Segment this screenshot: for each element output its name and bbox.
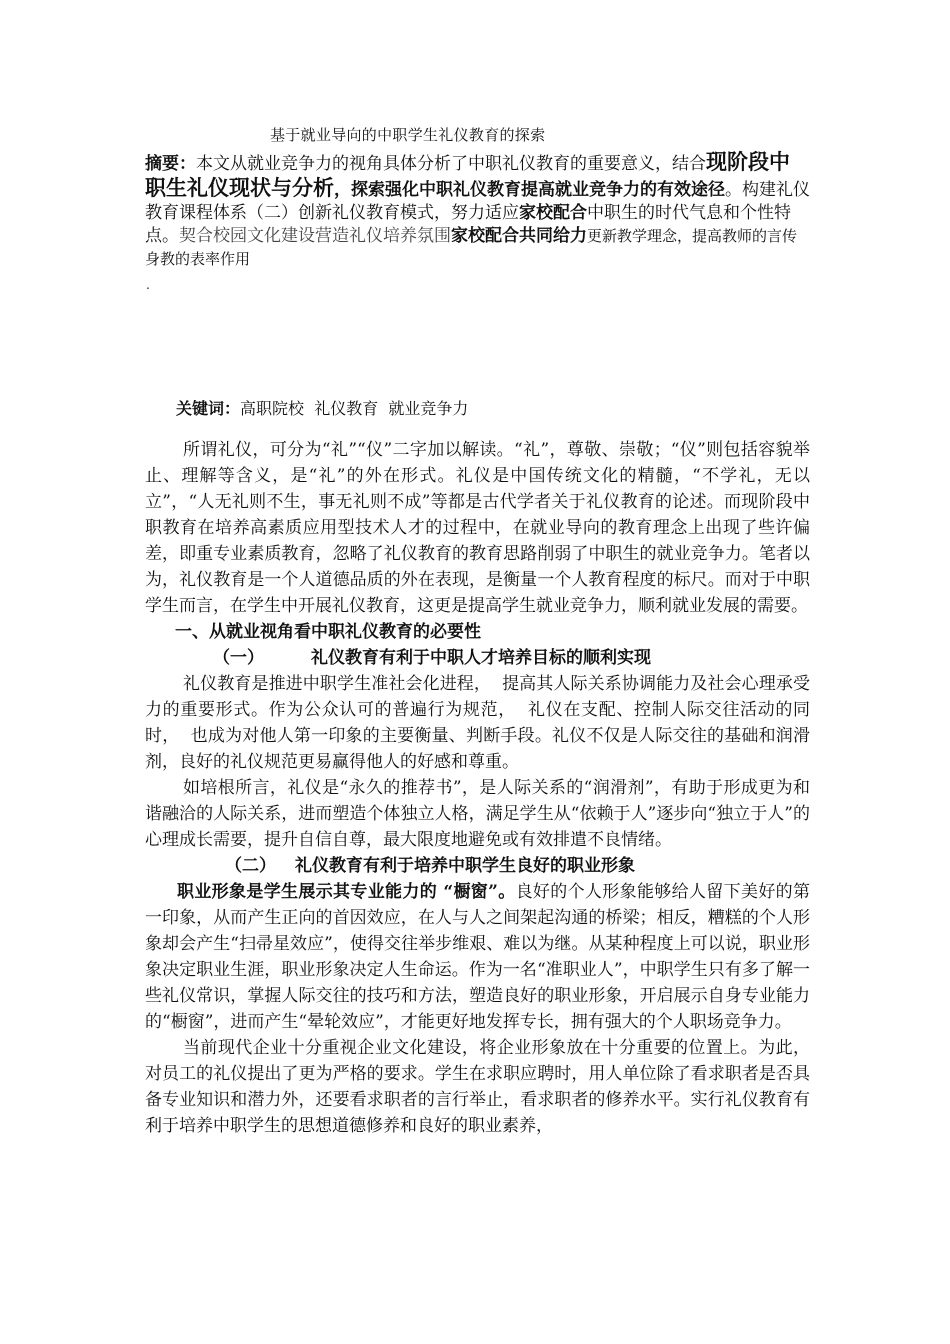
abstract-text-2: ，探索强化中职礼仪教育提高就业竞争力的有效途径 <box>334 180 725 200</box>
paragraph-4 <box>145 879 810 1035</box>
abstract-label: 摘要： <box>145 154 196 174</box>
paragraph-4-text: 良好的个人形象能够给人留下美好的第一印象，从而产生正向的首因效应，在人与人之间架起沟通的桥梁；相反，糟糕的个人形象却会产生“扫帚星效应”，使得交往举步维艰、难以为继。从某种程度上可以说，职业形象决定职业生涯，职业形象决定人生命运。作为一名“准职业人”，中职学生只有多了解一些礼仪常识，掌握人际交往的技巧和方法，塑造良好的职业形象，开启展示自身专业能力的“橱窗”，进而产生“晕轮效应”，才能更好地发挥专长，拥有强大的个人职场竞争力。 <box>145 882 810 1032</box>
abstract-text-3: 。构建礼仪教育课程体系（二）创新礼仪教育模式，努力适应 <box>145 180 810 223</box>
heading-subsection-2 <box>145 853 810 879</box>
keywords <box>176 396 468 419</box>
abstract-bold-1a: 现 <box>706 149 727 174</box>
subsection-1-number: （一） <box>213 648 264 668</box>
abstract-text-4: 中职生的时代气息和个性特点。 <box>145 203 791 246</box>
document-title: 基于就业导向的中职学生礼仪教育的探索 <box>270 126 546 144</box>
abstract <box>145 150 810 271</box>
abstract-text-5: 契合校园文化建设营造礼仪培养氛围 <box>179 226 451 246</box>
subsection-2-title: 礼仪教育有利于培养中职学生良好的职业形象 <box>295 856 635 876</box>
abstract-bold-3: 家校配合 <box>519 203 587 223</box>
paragraph-intro: 所谓礼仪，可分为“礼”“仪”二字加以解读。“礼”，尊敬、崇敬；“仪”则包括容貌举止、理解等含义，是“礼”的外在形式。礼仪是中国传统文化的精髓，“不学礼，无以立”，“人无礼则不生，事无礼则不成”等都是古代学者关于礼仪教育的论述。而现阶段中职教育在培养高素质应用型技术人才的过程中，在就业导向的教育理念上出现了些许偏差，即重专业素质教育，忽略了礼仪教育的教育思路削弱了中职生的就业竞争力。笔者以为，礼仪教育是一个人道德品质的外在表现，是衡量一个人教育程度的标尺。而对于中职学生而言，在学生中开展礼仪教育，这更是提高学生就业竞争力，顺利就业发展的需要。 <box>145 440 810 616</box>
heading-section-1: 一、从就业视角看中职礼仪教育的必要性 <box>175 622 481 642</box>
paragraph-4-lead: 职业形象是学生展示其专业能力的 “橱窗”。 <box>177 882 516 902</box>
subsection-1-title: 礼仪教育有利于中职人才培养目标的顺利实现 <box>311 648 651 668</box>
abstract-bold-1b: 阶段中职生礼仪现状与分析 <box>145 149 790 200</box>
keywords-value: 高职院校 礼仪教育 就业竞争力 <box>240 399 469 418</box>
keywords-label: 关键词： <box>176 399 241 418</box>
heading-subsection-1 <box>145 645 810 671</box>
paragraph-5: 当前现代企业十分重视企业文化建设，将企业形象放在十分重要的位置上。为此，对员工的礼仪提出了更为严格的要求。学生在求职应聘时，用人单位除了看求职者是否具备专业知识和潜力外，还要看求职者的言行举止，看求职者的修养水平。实行礼仪教育有利于培养中职学生的思想道德修养和良好的职业素养， <box>145 1038 810 1136</box>
abstract-text-1: 本文从就业竞争力的视角具体分析了中职礼仪教育的重要意义，结合 <box>196 154 706 174</box>
paragraph-3: 如培根所言，礼仪是“永久的推荐书”，是人际关系的“润滑剂”，有助于形成更为和谐融洽的人际关系，进而塑造个体独立人格，满足学生从“依赖于人”逐步向“独立于人”的心理成长需要，提升自信自尊，最大限度地避免或有效排遣不良情绪。 <box>145 778 810 850</box>
abstract-bold-5: 家校配合共同给力 <box>451 226 587 246</box>
subsection-2-number: （二） <box>225 856 276 876</box>
paragraph-2: 礼仪教育是推进中职学生准社会化进程， 提高其人际关系协调能力及社会心理承受力的重要形式。作为公众认可的普遍行为规范， 礼仪在支配、控制人际交往活动的同时， 也成为对他人第一印象的主要衡量、判断手段。礼仪不仅是人际交往的基础和润滑剂，良好的礼仪规范更易赢得他人的好感和尊重。 <box>145 674 810 772</box>
stray-dot: . <box>146 278 150 292</box>
body-text <box>145 437 810 1139</box>
abstract-text-6: 更新教学理念，提高教师的言传身教的表率作用 <box>145 227 798 268</box>
